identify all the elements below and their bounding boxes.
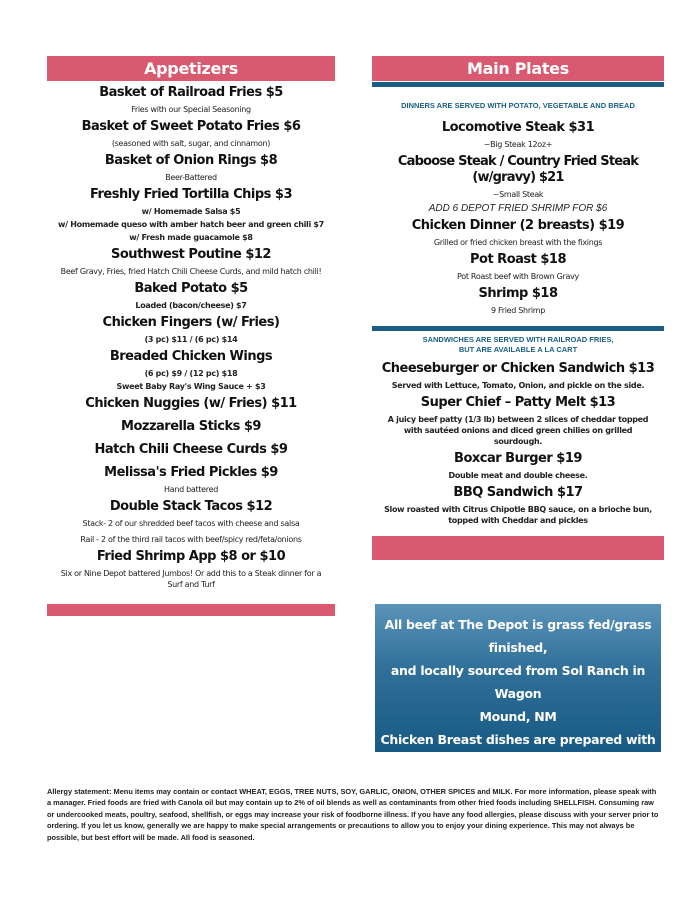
menu-item [47,499,335,545]
item-desc: Rail - 2 of the third rail tacos with beef/spicy red/feta/onions [80,535,302,544]
item-desc: Beef Gravy, Fries, fried Hatch Chili Cheese Curds, and mild hatch chili! [60,267,322,276]
item-desc: Fries with our Special Seasoning [131,105,251,114]
sourcing-line: All beef at The Depot is grass fed/grass finished, [384,617,652,655]
item-desc: Six or Nine Depot battered Jumbos! Or add this to a Steak dinner for a Surf and Turf [60,569,322,589]
menu-item [47,85,335,115]
item-desc: Served with Lettuce, Tomato, Onion, and pickle on the side. [391,381,645,390]
item-name: Breaded Chicken Wings [109,349,273,364]
menu-item [47,153,335,183]
sandwich-note: SANDWICHES ARE SERVED WITH RAILROAD FRIES, BUT ARE AVAILABLE A LA CART [422,335,614,354]
item-desc: ~Big Steak 12oz+ [483,140,553,149]
main-plates-column [372,56,664,560]
menu-item [372,154,664,214]
item-desc: w/ Homemade Salsa $5 [141,207,241,216]
menu-item [47,187,335,243]
item-name: Baked Potato $5 [134,281,248,296]
appetizers-header: Appetizers [47,56,335,81]
main-plates-footer-bar [372,536,664,560]
menu-item [372,218,664,248]
sourcing-line: Chicken Breast dishes are prepared with [380,732,656,747]
item-desc: 9 Fried Shrimp [490,306,546,315]
menu-item [372,120,664,150]
item-desc: Loaded (bacon/cheese) $7 [135,301,247,310]
item-name: Melissa's Fried Pickles $9 [104,465,278,480]
item-name: Mozzarella Sticks $9 [121,419,261,434]
item-name: Cheeseburger or Chicken Sandwich $13 [381,361,655,376]
appetizers-footer-bar [47,604,335,616]
item-desc: A juicy beef patty (1/3 lb) between 2 slices of cheddar topped with sautéed onions and diced green chilies on grilled sourdough. [387,415,649,446]
item-name: Southwest Poutine $12 [111,247,271,262]
item-desc: (3 pc) $11 / (6 pc) $14 [144,335,238,344]
item-desc: Stack- 2 of our shredded beef tacos with cheese and salsa [82,519,300,528]
item-desc: Slow roasted with Citrus Chipotle BBQ sauce, on a brioche bun, topped with Cheddar and pickles [384,505,652,525]
dinner-note: DINNERS ARE SERVED WITH POTATO, VEGETABLE AND BREAD [401,101,635,110]
item-name: Fried Shrimp App $8 or $10 [96,549,286,564]
main-plates-header: Main Plates [372,56,664,81]
shrimp-addon: ADD 6 DEPOT FRIED SHRIMP FOR $6 [428,203,608,214]
item-desc: (6 pc) $9 / (12 pc) $18 [144,369,238,378]
item-name: Hatch Chili Cheese Curds $9 [94,442,288,457]
item-name: Chicken Dinner (2 breasts) $19 [411,218,625,233]
menu-item [47,349,335,392]
item-name: Super Chief – Patty Melt $13 [420,395,616,410]
item-name: BBQ Sandwich $17 [453,485,583,500]
menu-item [372,485,664,526]
item-name: Chicken Nuggies (w/ Fries) $11 [85,396,297,411]
item-desc: Hand battered [164,485,218,494]
menu-item [47,396,335,412]
item-desc: Double meat and double cheese. [448,471,588,480]
menu-item [372,252,664,282]
menu-item [47,419,335,435]
item-name: Double Stack Tacos $12 [109,499,273,514]
menu-item [47,465,335,495]
section-divider [372,326,664,331]
item-desc: Beer-Battered [165,173,217,182]
item-name: Pot Roast $18 [469,252,567,267]
item-desc: Grilled or fried chicken breast with the fixings [433,238,603,247]
appetizers-column [47,56,335,616]
sourcing-line: Mound, NM [479,709,557,724]
sourcing-info-box [375,604,661,787]
item-name: Basket of Sweet Potato Fries $6 [81,119,301,134]
menu-item [372,361,664,391]
menu-item [372,451,664,481]
menu-item [47,247,335,277]
menu-item [372,286,664,316]
item-desc: w/ Fresh made guacamole $8 [129,233,253,242]
item-desc: w/ Homemade queso with amber hatch beer and green chili $7 [58,220,324,229]
item-name: Boxcar Burger $19 [454,451,582,466]
item-name: Basket of Railroad Fries $5 [99,85,283,100]
item-desc: ~Small Steak [492,190,544,199]
item-desc: Sweet Baby Ray's Wing Sauce + $3 [116,382,266,391]
menu-item [372,395,664,447]
sourcing-line: and locally sourced from Sol Ranch in Wagon [390,663,646,701]
menu-item [47,281,335,311]
item-name: Basket of Onion Rings $8 [104,153,278,168]
menu-item [47,119,335,149]
item-name: Caboose Steak / Country Fried Steak (w/gravy) $21 [397,154,639,185]
item-name: Freshly Fried Tortilla Chips $3 [89,187,293,202]
header-divider [372,82,664,87]
menu-item [47,442,335,458]
sourcing-line: humanely raised chicken [434,755,602,770]
item-name: Chicken Fingers (w/ Fries) [102,315,280,330]
menu-item [47,315,335,345]
allergy-statement: Allergy statement: Menu items may contain or contact WHEAT, EGGS, TREE NUTS, SOY, GARLIC, ONION, OTHER SPICES and MILK. For more information, please speak with a manager. Fried foods are fried with Canola oil but may contain up to 2% of oil blends as well as contaminants from other fried foods including SHELLFISH. Consuming raw or undercooked meats, poultry, seafood, shellfish, or eggs may increase your risk of foodborne illness. If you have any food allergies, please discuss with your server prior to ordering. If you let us know, generally we are happy to make special arrangements or precautions to allow you to enjoy your dining experience. This may not always be possible, but best effort will be made. All food is seasoned. [47,787,659,842]
item-name: Locomotive Steak $31 [441,120,595,135]
item-desc: (seasoned with salt, sugar, and cinnamon) [111,139,271,148]
sourcing-note: (helping to prevent the chicken apocalypse when they rise up) [406,778,630,787]
menu-item [47,549,335,590]
item-name: Shrimp $18 [478,286,558,301]
item-desc: Pot Roast beef with Brown Gravy [457,272,579,281]
